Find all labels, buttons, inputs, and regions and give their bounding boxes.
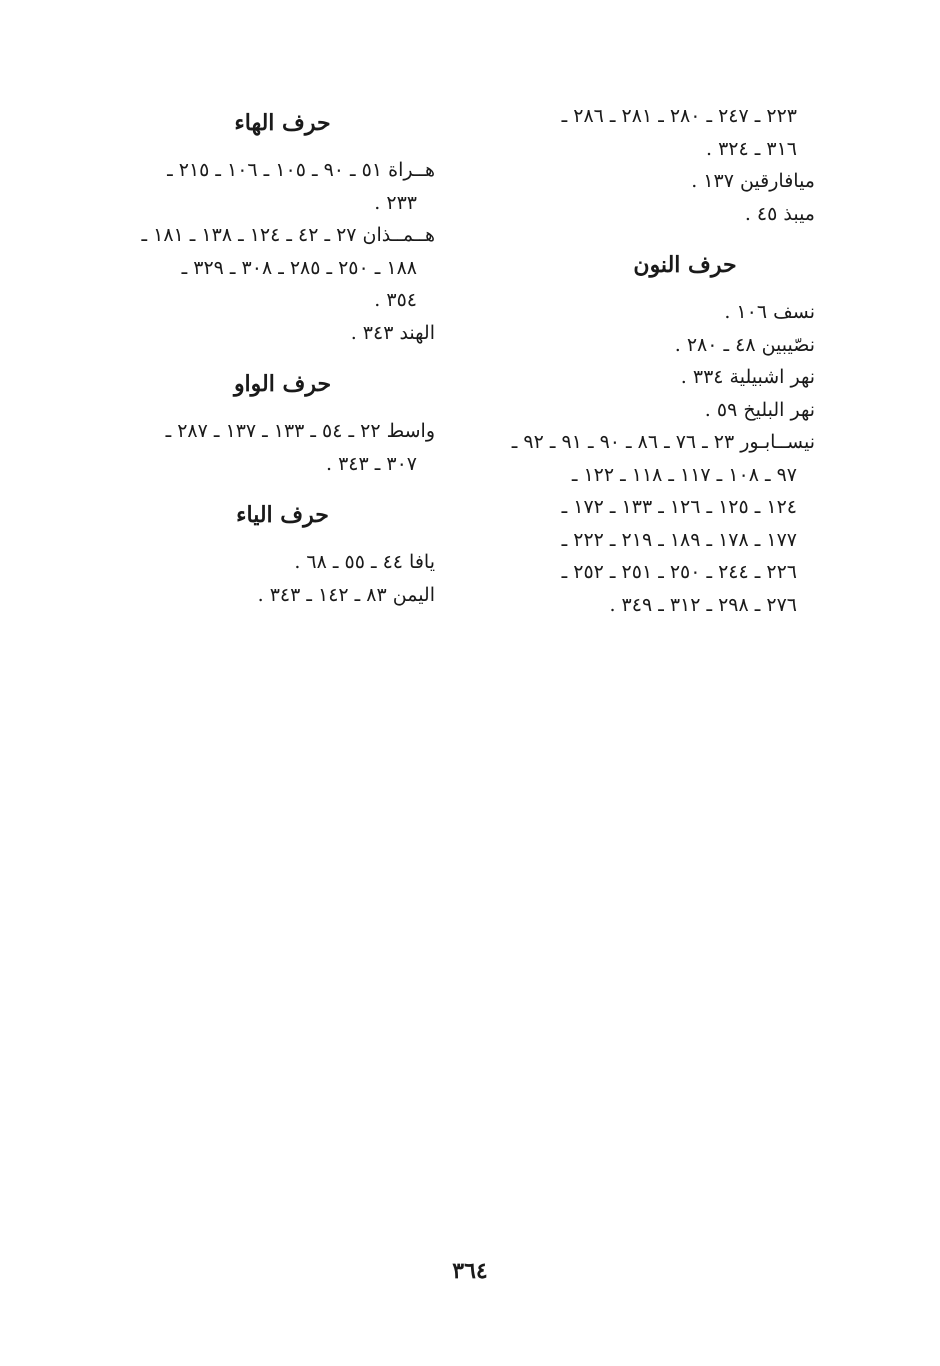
index-entry-continuation: ٣٥٤ . bbox=[374, 289, 417, 311]
index-entry: نصّيبين ٤٨ ـ ٢٨٠ . bbox=[674, 333, 815, 356]
index-entry: ميبذ ٤٥ . bbox=[744, 202, 815, 225]
index-entry: هــراة ٥١ ـ ٩٠ ـ ١٠٥ ـ ١٠٦ ـ ٢١٥ ـ bbox=[167, 159, 435, 181]
index-entry: واسط ٢٢ ـ ٥٤ ـ ١٣٣ ـ ١٣٧ ـ ٢٨٧ ـ bbox=[165, 420, 435, 442]
index-entry: الهند ٣٤٣ . bbox=[350, 321, 435, 344]
index-entry: نسف ١٠٦ . bbox=[724, 301, 815, 323]
index-entry-continuation: ٣٠٧ ـ ٣٤٣ . bbox=[326, 452, 417, 475]
index-entry-continuation: ٢٧٦ ـ ٢٩٨ ـ ٣١٢ ـ ٣٤٩ . bbox=[609, 593, 797, 616]
page-number: ٣٦٤ bbox=[452, 1258, 488, 1284]
index-entry-continuation: ١٨٨ ـ ٢٥٠ ـ ٢٨٥ ـ ٣٠٨ ـ ٣٢٩ ـ bbox=[181, 256, 417, 279]
index-entry-continuation: ١٢٤ ـ ١٢٥ ـ ١٢٦ ـ ١٣٣ ـ ١٧٢ ـ bbox=[561, 496, 797, 518]
index-entry-continuation: ٩٧ ـ ١٠٨ ـ ١١٧ ـ ١١٨ ـ ١٢٢ ـ bbox=[571, 463, 797, 486]
index-entry: اليمن ٨٣ ـ ١٤٢ ـ ٣٤٣ . bbox=[257, 583, 435, 606]
left-column bbox=[70, 100, 435, 623]
index-entry: ميافارقين ١٣٧ . bbox=[691, 170, 815, 192]
index-entry-continuation: ٢٢٦ ـ ٢٤٤ ـ ٢٥٠ ـ ٢٥١ ـ ٢٥٢ ـ bbox=[561, 561, 797, 583]
right-column bbox=[475, 100, 815, 633]
index-entry-continuation: ٢٣٣ . bbox=[374, 191, 417, 214]
section-waw bbox=[70, 361, 435, 480]
index-entry-continuation: ٢٢٣ ـ ٢٤٧ ـ ٢٨٠ ـ ٢٨١ ـ ٢٨٦ ـ bbox=[561, 105, 797, 127]
index-entry: نهر البليخ ٥٩ . bbox=[704, 398, 815, 421]
section-ha bbox=[70, 100, 435, 349]
index-entry: نهر اشبيلية ٣٣٤ . bbox=[680, 366, 815, 388]
index-entry: نيســابـور ٢٣ ـ ٧٦ ـ ٨٦ ـ ٩٠ ـ ٩١ ـ ٩٢ ـ bbox=[511, 431, 815, 453]
index-entry-continuation: ١٧٧ ـ ١٧٨ ـ ١٨٩ ـ ٢١٩ ـ ٢٢٢ ـ bbox=[561, 528, 797, 551]
ma-continuation bbox=[475, 100, 815, 230]
section-heading: حرف الياء bbox=[236, 502, 329, 528]
section-heading: حرف النون bbox=[633, 252, 737, 278]
index-entry: يافا ٤٤ ـ ٥٥ ـ ٦٨ . bbox=[294, 551, 435, 573]
index-entry-continuation: ٣١٦ ـ ٣٢٤ . bbox=[706, 137, 797, 160]
section-nun bbox=[475, 242, 815, 621]
section-ya bbox=[70, 492, 435, 611]
section-heading: حرف الواو bbox=[233, 371, 332, 397]
index-entry: هــمــذان ٢٧ ـ ٤٢ ـ ١٢٤ ـ ١٣٨ ـ ١٨١ ـ bbox=[141, 224, 435, 246]
section-heading: حرف الهاء bbox=[234, 110, 331, 136]
